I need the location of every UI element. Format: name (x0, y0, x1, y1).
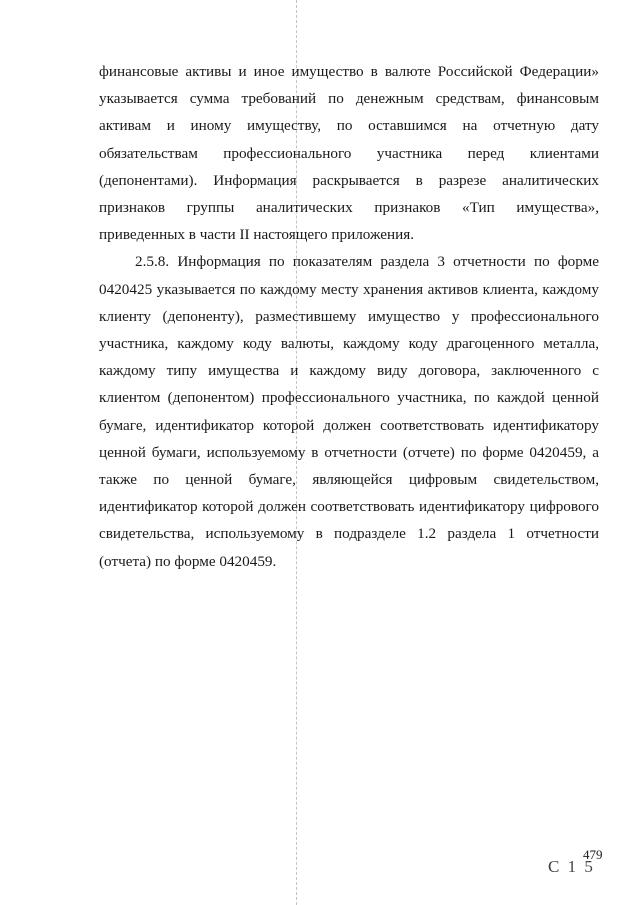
paragraph-continuation: финансовые активы и иное имущество в валюте Российской Федерации» указывается сумма требований по денежным средствам, финансовым активам и иному имуществу, по оставшимся на отчетную дату обязательствам профессионального участника перед клиентами (депонентами). Информация раскрывается в разрезе аналитических признаков группы аналитических признаков «Тип имущества», приведенных в части II настоящего приложения. (99, 63, 599, 244)
paragraph-2-5-8: 2.5.8. Информация по показателям раздела 3 отчетности по форме 0420425 указывается по каждому месту хранения активов клиента, каждому клиенту (депоненту), разместившему имущество у профессионального участника, каждому коду валюты, каждому коду драгоценного металла, каждому типу имущества и каждому виду договора, заключенного с клиентом (депонентом) профессионального участника, по каждой ценной бумаге, идентификатор которой должен соответствовать идентификатору ценной бумаги, используемому в отчетности (отчете) по форме 0420459, а также по ценной бумаге, являющейся цифровым свидетельством, идентификатор которой должен соответствовать идентификатору цифрового свидетельства, используемому в подразделе 1.2 раздела 1 отчетности (отчета) по форме 0420459. (99, 253, 599, 570)
page-number: 479 (583, 847, 603, 862)
stamp-mark: С 1 5 (548, 857, 595, 876)
document-body (99, 58, 599, 575)
